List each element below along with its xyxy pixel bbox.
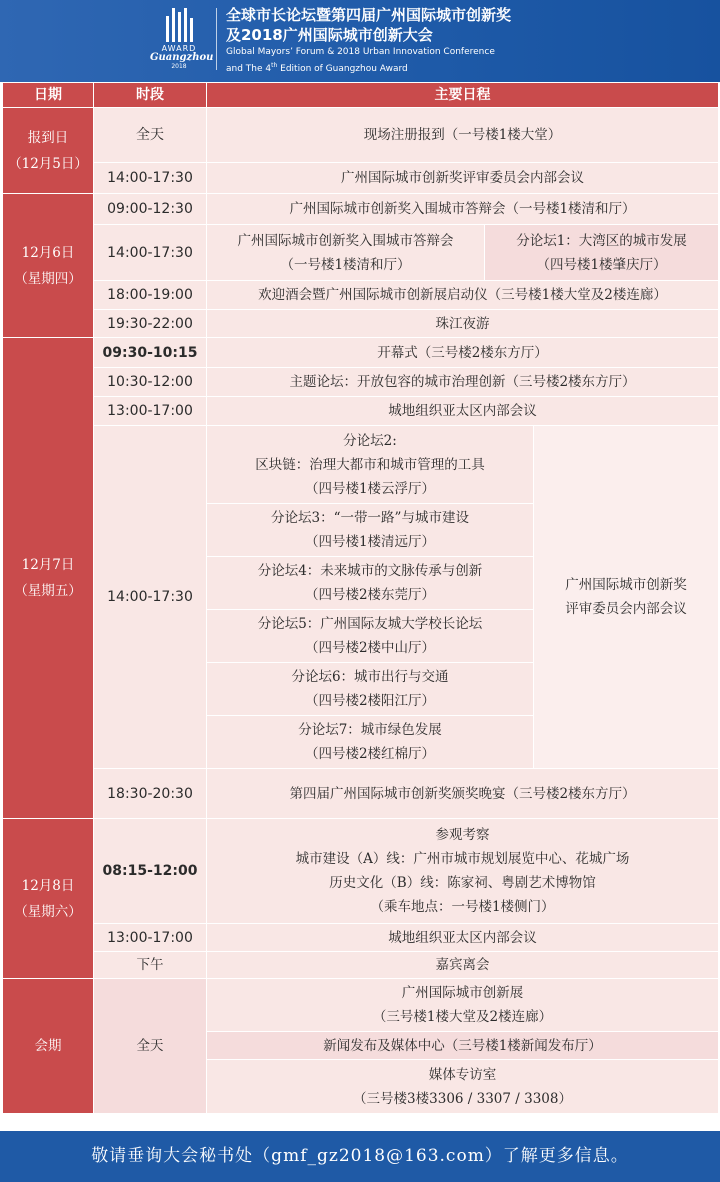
agenda-cell-tour: 参观考察 城市建设（A）线：广州市城市规划展览中心、花城广场 历史文化（B）线：陈家祠、粤剧艺术博物馆 （乘车地点：一号楼1楼侧门） <box>207 819 719 924</box>
agenda-cell-jury-meeting: 广州国际城市创新奖 评审委员会内部会议 <box>534 426 719 769</box>
table-row <box>3 769 719 819</box>
agenda-cell: 第四届广州国际城市创新奖颁奖晚宴（三号楼2楼东方厅） <box>207 769 719 819</box>
table-row <box>3 163 719 194</box>
time-cell: 18:30-20:30 <box>94 769 207 819</box>
table-row <box>3 979 719 1032</box>
col-header-date: 日期 <box>3 83 94 108</box>
header-title-line2: 及2018广州国际城市创新大会 <box>226 26 433 44</box>
agenda-cell: 欢迎酒会暨广州国际城市创新展启动仪（三号楼1楼大堂及2楼连廊） <box>207 281 719 310</box>
agenda-cell-press: 新闻发布及媒体中心（三号楼1楼新闻发布厅） <box>207 1032 719 1060</box>
time-cell: 13:00-17:00 <box>94 924 207 952</box>
guangzhou-award-logo <box>150 8 214 72</box>
agenda-cell-forum5: 分论坛5：广州国际友城大学校长论坛 （四号楼2楼中山厅） <box>207 610 534 663</box>
agenda-cell-forum4: 分论坛4：未来城市的文脉传承与创新 （四号楼2楼东莞厅） <box>207 557 534 610</box>
table-row <box>3 108 719 163</box>
col-header-agenda: 主要日程 <box>207 83 719 108</box>
agenda-cell: 广州国际城市创新奖入围城市答辩会（一号楼1楼清和厅） <box>207 194 719 225</box>
table-row <box>3 819 719 924</box>
agenda-cell: 珠江夜游 <box>207 310 719 338</box>
logo-bars-icon <box>150 8 208 42</box>
header-subtitle-line1: Global Mayors’ Forum & 2018 Urban Innovation Conference <box>226 47 495 57</box>
time-cell: 09:00-12:30 <box>94 194 207 225</box>
agenda-cell-forum2: 分论坛2: 区块链：治理大都市和城市管理的工具 （四号楼1楼云浮厅） <box>207 426 534 504</box>
header-title-line1: 全球市长论坛暨第四届广州国际城市创新奖 <box>226 6 512 24</box>
header-title <box>226 5 511 45</box>
agenda-cell: 嘉宾离会 <box>207 952 719 979</box>
agenda-cell: 开幕式（三号楼2楼东方厅） <box>207 338 719 368</box>
date-cell-period: 会期 <box>3 979 94 1114</box>
logo-award-text: AWARD <box>161 44 197 53</box>
time-cell: 14:00-17:30 <box>94 225 207 281</box>
date-cell-dec7: 12月7日 （星期五） <box>3 338 94 819</box>
agenda-cell-expo: 广州国际城市创新展 （三号楼1楼大堂及2楼连廊） <box>207 979 719 1032</box>
agenda-cell: 城地组织亚太区内部会议 <box>207 397 719 426</box>
col-header-time: 时段 <box>94 83 207 108</box>
time-cell: 10:30-12:00 <box>94 368 207 397</box>
header-banner <box>0 0 720 82</box>
time-cell: 18:00-19:00 <box>94 281 207 310</box>
header-divider <box>216 8 217 70</box>
table-row <box>3 194 719 225</box>
agenda-cell-forum3: 分论坛3：“一带一路”与城市建设 （四号楼1楼清远厅） <box>207 504 534 557</box>
date-cell-dec5: 报到日 （12月5日） <box>3 108 94 194</box>
time-cell: 13:00-17:00 <box>94 397 207 426</box>
agenda-cell: 现场注册报到（一号楼1楼大堂） <box>207 108 719 163</box>
time-cell: 全天 <box>94 979 207 1114</box>
table-row <box>3 397 719 426</box>
table-row <box>3 338 719 368</box>
date-cell-dec8: 12月8日 （星期六） <box>3 819 94 979</box>
table-row <box>3 924 719 952</box>
agenda-cell-defense: 广州国际城市创新奖入围城市答辩会 （一号楼1楼清和厅） <box>207 225 485 281</box>
agenda-cell-forum7: 分论坛7：城市绿色发展 （四号楼2楼红棉厅） <box>207 716 534 769</box>
table-row <box>3 368 719 397</box>
table-header-row <box>3 83 719 108</box>
time-cell: 09:30-10:15 <box>94 338 207 368</box>
logo-year-text: 2018 <box>171 63 187 70</box>
agenda-cell-interview: 媒体专访室 （三号楼3楼3306 / 3307 / 3308） <box>207 1060 719 1114</box>
agenda-cell: 广州国际城市创新奖评审委员会内部会议 <box>207 163 719 194</box>
schedule-table <box>2 82 719 1114</box>
time-cell: 全天 <box>94 108 207 163</box>
date-cell-dec6: 12月6日 （星期四） <box>3 194 94 338</box>
table-row <box>3 281 719 310</box>
time-cell: 下午 <box>94 952 207 979</box>
agenda-cell: 城地组织亚太区内部会议 <box>207 924 719 952</box>
time-cell: 19:30-22:00 <box>94 310 207 338</box>
time-cell: 14:00-17:30 <box>94 426 207 769</box>
table-row <box>3 310 719 338</box>
footer-contact: 敬请垂询大会秘书处（gmf_gz2018@163.com）了解更多信息。 <box>0 1131 720 1182</box>
table-row <box>3 952 719 979</box>
agenda-cell-forum1: 分论坛1：大湾区的城市发展 （四号楼1楼肇庆厅） <box>485 225 719 281</box>
table-row <box>3 225 719 281</box>
agenda-cell: 主题论坛：开放包容的城市治理创新（三号楼2楼东方厅） <box>207 368 719 397</box>
header-subtitle-line2: and The 4th Edition of Guangzhou Award <box>226 62 408 74</box>
time-cell: 08:15-12:00 <box>94 819 207 924</box>
logo-name-text: Guangzhou <box>150 52 214 63</box>
time-cell: 14:00-17:30 <box>94 163 207 194</box>
table-row <box>3 426 719 504</box>
agenda-cell-forum6: 分论坛6：城市出行与交通 （四号楼2楼阳江厅） <box>207 663 534 716</box>
header-subtitle <box>226 46 495 76</box>
